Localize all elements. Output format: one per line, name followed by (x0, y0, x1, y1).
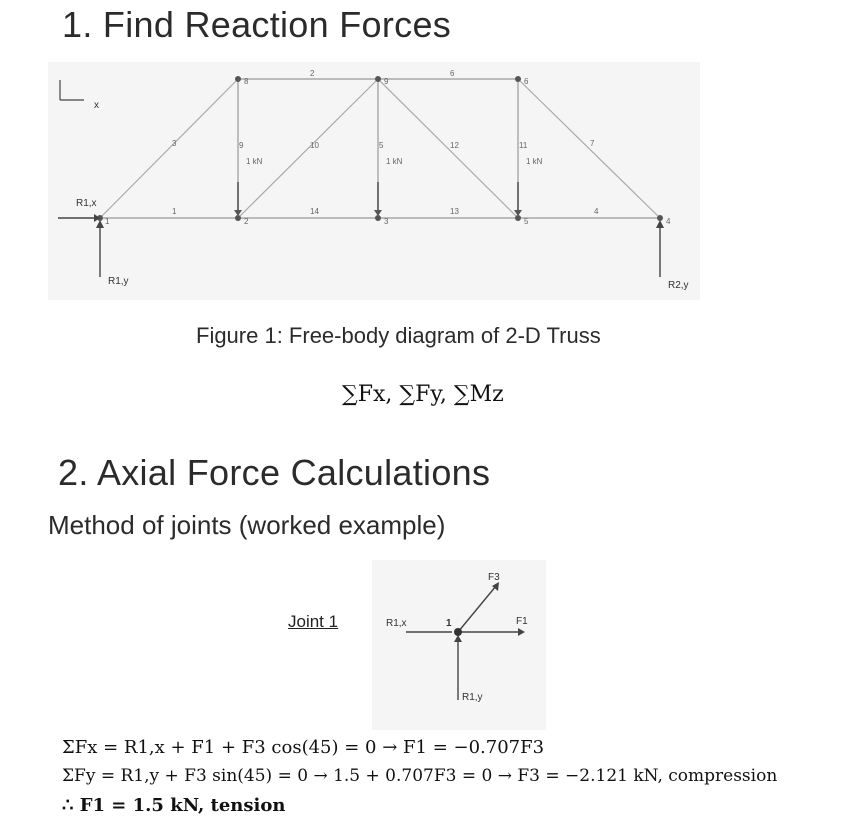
member-label: 11 (519, 141, 528, 150)
joint-f1-head (518, 628, 525, 636)
joint-r1y-head (454, 635, 462, 642)
joint-node (454, 628, 462, 636)
joint-f3-arrow (458, 586, 496, 632)
node-9 (375, 76, 381, 82)
sum-mz: ∑Mz (453, 382, 504, 407)
section-1-title: 1. Find Reaction Forces (62, 4, 452, 45)
sum-fx: ∑Fx (342, 382, 386, 407)
member-label: 14 (310, 207, 319, 216)
member-label: 7 (590, 139, 595, 148)
reaction-r1y-head (96, 220, 104, 228)
member-label: 13 (450, 207, 459, 216)
member-label: 5 (379, 141, 384, 150)
node-label: 1 (105, 217, 110, 226)
node-label: 6 (524, 77, 529, 86)
member-label: 10 (310, 141, 319, 150)
joint-1-link[interactable]: Joint 1 (288, 612, 339, 631)
member-label: 4 (594, 207, 599, 216)
reaction-r2y-label: R2,y (668, 280, 689, 291)
reaction-r2y-head (656, 220, 664, 228)
node-label: 8 (244, 77, 249, 86)
equation-line-3: ∴ F1 = 1.5 kN, tension (62, 795, 286, 816)
member-label: 3 (172, 139, 177, 148)
joint-f1-label: F1 (516, 616, 528, 627)
joint-r1y-label: R1,y (462, 692, 483, 703)
sum-fy: ∑Fy (399, 382, 440, 407)
node-label: 9 (384, 77, 389, 86)
node-label: 5 (524, 217, 529, 226)
member-label: 1 (172, 207, 177, 216)
member-label: 9 (239, 141, 244, 150)
node-label: 4 (666, 217, 671, 226)
equation-line-1: ΣFx = R1,x + F1 + F3 cos(45) = 0 → F1 = −0.707F3 (62, 737, 545, 758)
node-6 (515, 76, 521, 82)
member-label: 12 (450, 141, 459, 150)
joint-node-label: 1 (446, 618, 452, 629)
member-7 (518, 79, 660, 218)
member-label: 2 (310, 69, 315, 78)
joint-f3-label: F3 (488, 572, 500, 583)
member-label: 6 (450, 69, 455, 78)
load-label: 1 kN (386, 157, 403, 166)
member-12 (378, 79, 518, 218)
reaction-r1y-label: R1,y (108, 276, 129, 287)
reaction-r1x-label: R1,x (76, 198, 97, 209)
member-10 (238, 79, 378, 218)
joint-svg (372, 560, 546, 730)
truss-svg (48, 62, 700, 300)
node-label: 3 (384, 217, 389, 226)
load-label: 1 kN (526, 157, 543, 166)
equation-line-2: ΣFy = R1,y + F3 sin(45) = 0 → 1.5 + 0.707F3 = 0 → F3 = −2.121 kN, compression (62, 766, 778, 786)
figure-caption: Figure 1: Free-body diagram of 2-D Truss (196, 323, 601, 348)
section-2-subtitle: Method of joints (worked example) (48, 510, 446, 540)
node-2 (235, 215, 241, 221)
joint-1-diagram (372, 560, 546, 730)
node-label: 2 (244, 217, 249, 226)
sum-equations: ∑Fx, ∑Fy, ∑Mz (342, 382, 504, 407)
member-3 (100, 79, 238, 218)
axis-icon (60, 80, 84, 100)
node-3 (375, 215, 381, 221)
truss-diagram (48, 62, 700, 300)
node-8 (235, 76, 241, 82)
node-5 (515, 215, 521, 221)
axis-x-label: x (94, 100, 99, 111)
section-2-title: 2. Axial Force Calculations (58, 452, 491, 493)
joint-r1x-label: R1,x (386, 618, 407, 629)
load-label: 1 kN (246, 157, 263, 166)
